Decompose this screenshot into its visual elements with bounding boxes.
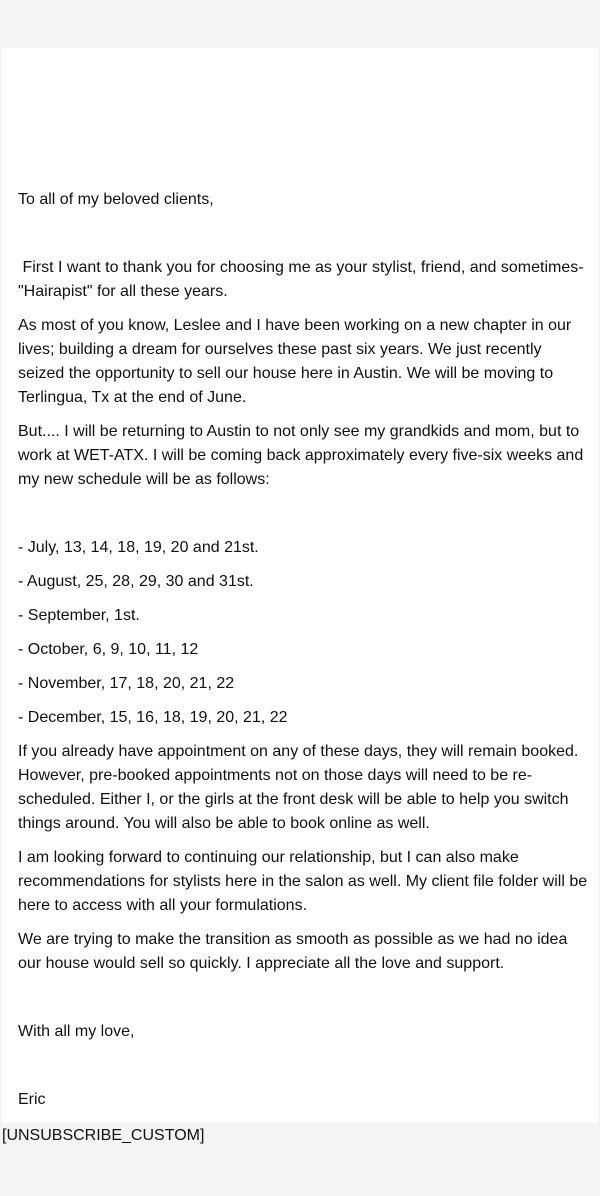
schedule-item-august: - August, 25, 28, 29, 30 and 31st.	[18, 573, 254, 590]
paragraph-new-chapter: As most of you know, Leslee and I have been working on a new chapter in our lives; building a dream for ourselves these past six years. We just recently seized the opportunity to sell our house here in Austin. We will be moving to Terlingua, Tx at the end of June.	[18, 317, 572, 406]
schedule-item-december: - December, 15, 16, 18, 19, 20, 21, 22	[18, 709, 288, 726]
email-body	[18, 188, 590, 1112]
paragraph-relationship: I am looking forward to continuing our relationship, but I can also make recommendations for stylists here in the salon as well. My client file folder will be here to access with all your formulations.	[18, 849, 588, 914]
schedule-item-october: - October, 6, 9, 10, 11, 12	[18, 641, 199, 658]
schedule-item-july: - July, 13, 14, 18, 19, 20 and 21st.	[18, 539, 259, 556]
paragraph-transition: We are trying to make the transition as smooth as possible as we had no idea our house would sell so quickly. I appreciate all the love and support.	[18, 931, 568, 972]
email-card	[2, 48, 598, 1123]
paragraph-thanks: First I want to thank you for choosing me as your stylist, friend, and sometimes- "Hairapist" for all these years.	[18, 259, 589, 300]
schedule-item-september: - September, 1st.	[18, 607, 140, 624]
signature: Eric	[18, 1091, 46, 1108]
signoff: With all my love,	[18, 1023, 135, 1040]
schedule-item-november: - November, 17, 18, 20, 21, 22	[18, 675, 235, 692]
unsubscribe-placeholder: [UNSUBSCRIBE_CUSTOM]	[2, 1127, 205, 1144]
paragraph-returning: But.... I will be returning to Austin to not only see my grandkids and mom, but to work at WET-ATX. I will be coming back approximately every five-six weeks and my new schedule will be as follows:	[18, 423, 584, 488]
paragraph-appointments: If you already have appointment on any of these days, they will remain booked. However, pre-booked appointments not on those days will need to be re-scheduled. Either I, or the girls at the front desk will be able to help you switch things around. You will also be able to book online as well.	[18, 743, 579, 832]
greeting: To all of my beloved clients,	[18, 191, 214, 208]
